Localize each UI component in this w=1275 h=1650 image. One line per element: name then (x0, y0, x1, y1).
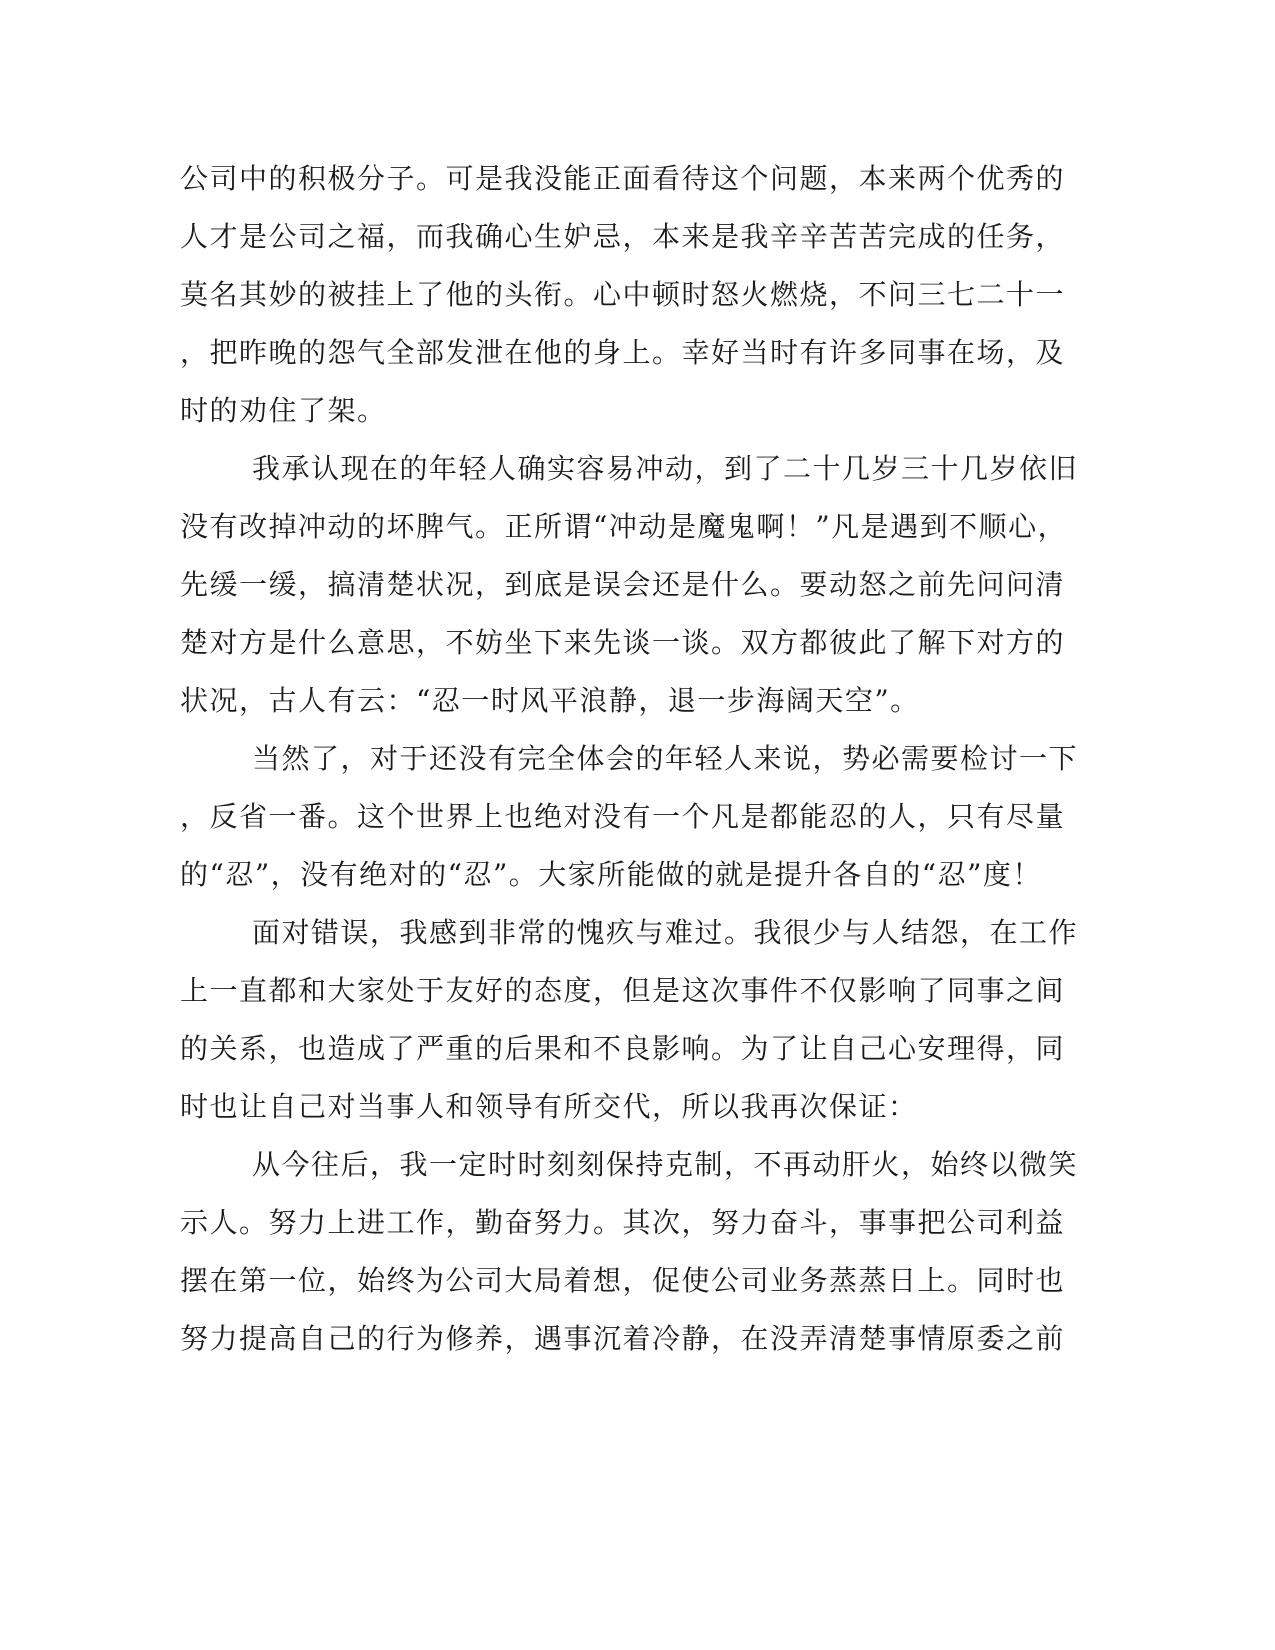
text-line: 上一直都和大家处于友好的态度，但是这次事件不仅影响了同事之间 (180, 974, 1066, 1007)
text-line: 状况，古人有云：“忍一时风平浪静，退一步海阔天空”。 (180, 684, 920, 717)
text-line: ，把昨晚的怨气全部发泄在他的身上。幸好当时有许多同事在场，及 (180, 336, 1066, 369)
text-line: 的“忍”，没有绝对的“忍”。大家所能做的就是提升各自的“忍”度！ (180, 858, 1042, 891)
text-line: 公司中的积极分子。可是我没能正面看待这个问题，本来两个优秀的 (180, 162, 1066, 195)
text-line: ，反省一番。这个世界上也绝对没有一个凡是都能忍的人，只有尽量 (180, 800, 1066, 833)
paragraph-first-line: 从今往后，我一定时时刻刻保持克制，不再动肝火，始终以微笑 (252, 1148, 1079, 1181)
paragraph-first-line: 当然了，对于还没有完全体会的年轻人来说，势必需要检讨一下 (252, 742, 1079, 775)
text-line: 努力提高自己的行为修养，遇事沉着冷静，在没弄清楚事情原委之前 (180, 1322, 1066, 1355)
paragraph-first-line: 面对错误，我感到非常的愧疚与难过。我很少与人结怨，在工作 (252, 916, 1079, 949)
text-line: 示人。努力上进工作，勤奋努力。其次，努力奋斗，事事把公司利益 (180, 1206, 1066, 1239)
text-line: 的关系，也造成了严重的后果和不良影响。为了让自己心安理得，同 (180, 1032, 1066, 1065)
text-line: 摆在第一位，始终为公司大局着想，促使公司业务蒸蒸日上。同时也 (180, 1264, 1066, 1297)
text-line: 时的劝住了架。 (180, 394, 387, 427)
text-line: 时也让自己对当事人和领导有所交代，所以我再次保证： (180, 1090, 918, 1123)
text-line: 先缓一缓，搞清楚状况，到底是误会还是什么。要动怒之前先问问清 (180, 568, 1066, 601)
text-line: 人才是公司之福，而我确心生妒忌，本来是我辛辛苦苦完成的任务， (180, 220, 1066, 253)
text-line: 没有改掉冲动的坏脾气。正所谓“冲动是魔鬼啊！”凡是遇到不顺心， (180, 510, 1068, 543)
text-line: 莫名其妙的被挂上了他的头衔。心中顿时怒火燃烧，不问三七二十一 (180, 278, 1066, 311)
paragraph-first-line: 我承认现在的年轻人确实容易冲动，到了二十几岁三十几岁依旧 (252, 452, 1079, 485)
text-line: 楚对方是什么意思，不妨坐下来先谈一谈。双方都彼此了解下对方的 (180, 626, 1066, 659)
document-body (180, 150, 1079, 1368)
